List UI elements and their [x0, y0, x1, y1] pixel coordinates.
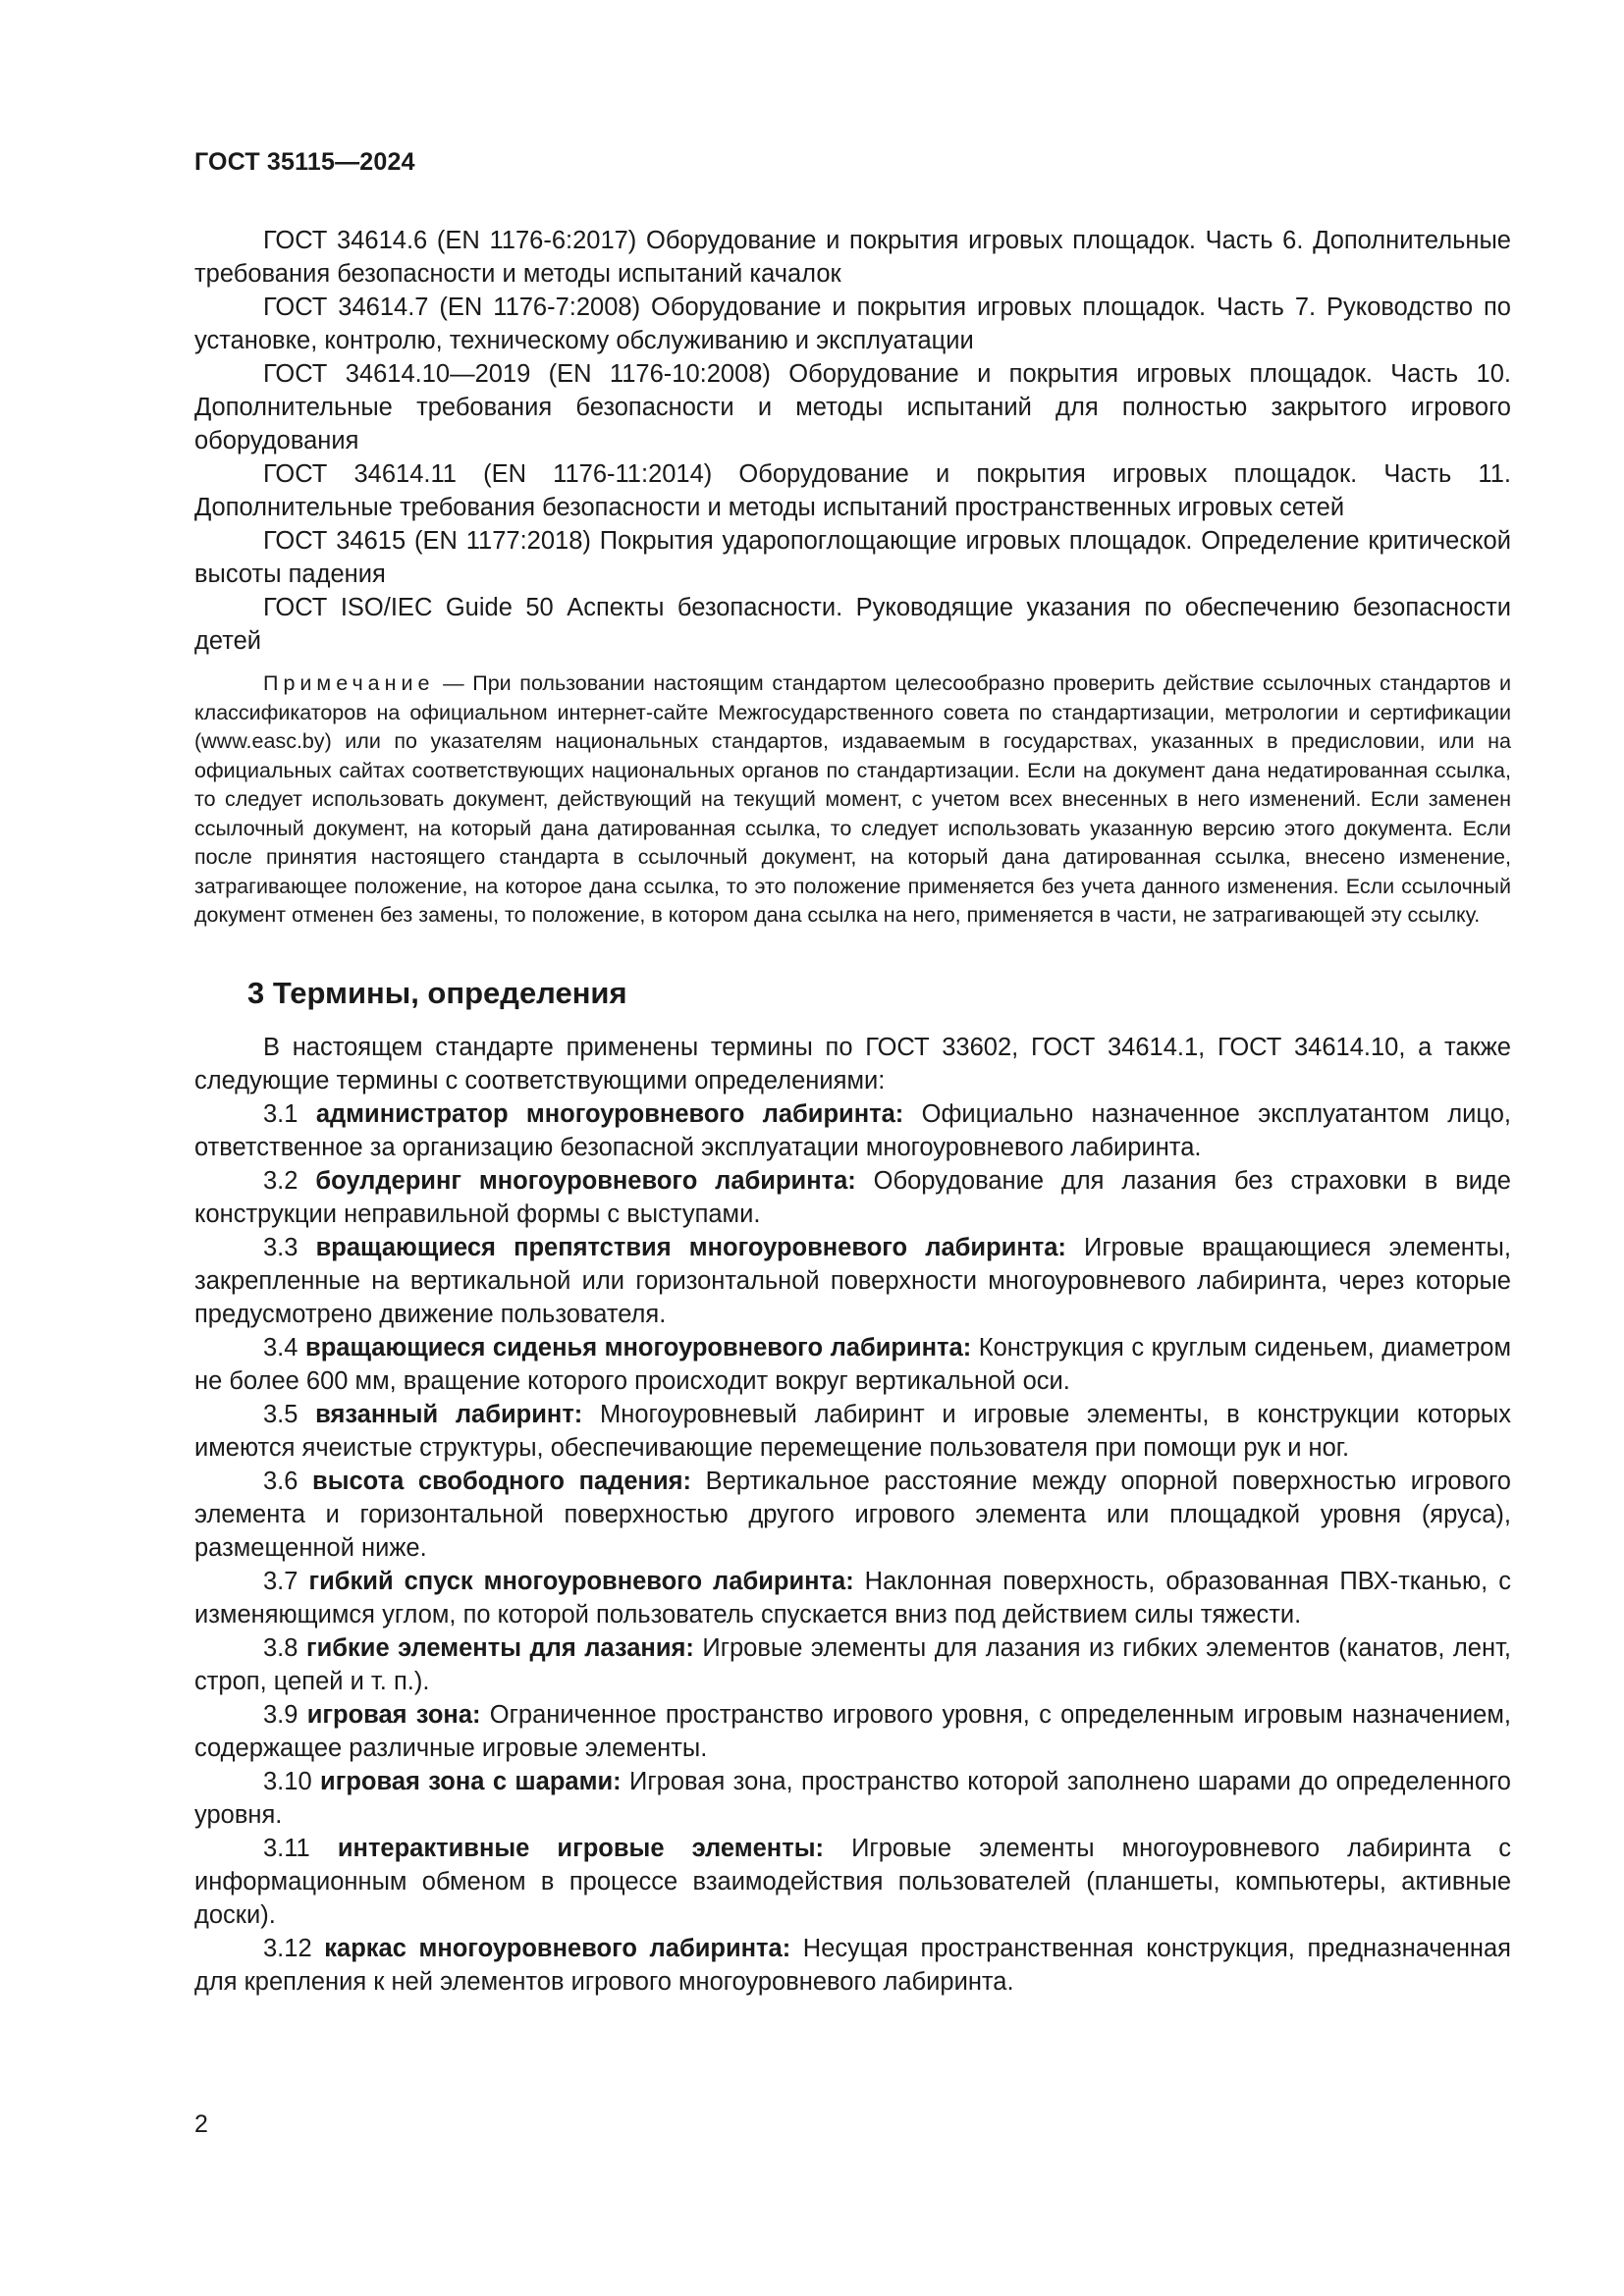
term-number: 3.11 [263, 1834, 310, 1862]
note-paragraph [194, 669, 1511, 931]
term-definition [194, 1231, 1511, 1331]
term-text: Наклонная поверхность, образованная ПВХ-тканью, с изменяющимся углом, по которой пользователь спускается вниз под действием силы тяжести. [194, 1567, 1511, 1629]
term-number: 3.5 [263, 1400, 298, 1428]
section-title: 3 Термины, определения [247, 975, 627, 1010]
term-name: боулдеринг многоуровневого лабиринта: [315, 1166, 856, 1195]
term-definition [194, 1631, 1511, 1698]
term-text: Игровые элементы для лазания из гибких элементов (канатов, лент, строп, цепей и т. п.). [194, 1633, 1512, 1695]
term-definition [194, 1331, 1511, 1398]
term-definition [194, 1465, 1511, 1565]
term-text: Официально назначенное эксплуатантом лицо, ответственное за организацию безопасной эксплуатации многоуровневого лабиринта. [194, 1099, 1511, 1161]
term-number: 3.3 [263, 1233, 298, 1261]
term-name: вязанный лабиринт: [315, 1400, 583, 1428]
term-name: интерактивные игровые элементы: [337, 1834, 824, 1862]
note-label: Примечание [263, 671, 435, 695]
reference-item: ГОСТ 34614.10—2019 (EN 1176-10:2008) Оборудование и покрытия игровых площадок. Часть 10. Дополнительные требования безопасности и методы испытаний для полностью закрытого игрового оборудования [194, 360, 1511, 454]
term-number: 3.7 [263, 1567, 298, 1595]
term-definition [194, 1565, 1511, 1631]
term-name: гибкий спуск многоуровневого лабиринта: [308, 1567, 854, 1595]
reference-item: ГОСТ 34615 (EN 1177:2018) Покрытия ударопоглощающие игровых площадок. Определение критической высоты падения [194, 527, 1511, 588]
term-definition [194, 1832, 1511, 1932]
term-definition [194, 1164, 1511, 1231]
term-name: каркас многоуровневого лабиринта: [324, 1934, 791, 1962]
section-intro: В настоящем стандарте применены термины по ГОСТ 33602, ГОСТ 34614.1, ГОСТ 34614.10, а также следующие термины с соответствующими определениями: [194, 1033, 1511, 1095]
term-number: 3.9 [263, 1700, 298, 1729]
term-name: гибкие элементы для лазания: [305, 1633, 694, 1662]
term-definition [194, 1398, 1511, 1465]
term-number: 3.2 [263, 1166, 298, 1195]
note-text: — При пользовании настоящим стандартом целесообразно проверить действие ссылочных стандартов и классификаторов на официальном интернет-сайте Межгосударственного совета по стандартизации, метрологии и сертификации (www.easc.by) или по указателям национальных стандартов, издаваемым в государствах, указанных в предисловии, или на официальных сайтах соответствующих национальных органов по стандартизации. Если на документ дана недатированная ссылка, то следует использовать документ, действующий на текущий момент, с учетом всех внесенных в него изменений. Если заменен ссылочный документ, на который дана датированная ссылка, то следует использовать указанную версию этого документа. Если после принятия настоящего стандарта в ссылочный документ, на который дана датированная ссылка, внесено изменение, затрагивающее положение, на которое дана ссылка, то это положение применяется без учета данного изменения. Если ссылочный документ отменен без замены, то положение, в котором дана ссылка на него, применяется в части, не затрагивающей эту ссылку. [194, 671, 1511, 927]
reference-item: ГОСТ 34614.7 (EN 1176-7:2008) Оборудование и покрытия игровых площадок. Часть 7. Руководство по установке, контролю, техническому обслуживанию и эксплуатации [194, 294, 1511, 354]
term-number: 3.6 [263, 1467, 298, 1495]
term-text: Игровая зона, пространство которой заполнено шарами до определенного уровня. [194, 1767, 1511, 1829]
reference-item: ГОСТ 34614.11 (EN 1176-11:2014) Оборудование и покрытия игровых площадок. Часть 11. Дополнительные требования безопасности и методы испытаний пространственных игровых сетей [194, 460, 1511, 521]
term-definition [194, 1698, 1511, 1765]
term-definition [194, 1097, 1511, 1164]
term-name: вращающиеся сиденья многоуровневого лабиринта: [305, 1333, 972, 1362]
term-number: 3.1 [263, 1099, 298, 1128]
page-number: 2 [194, 2110, 208, 2138]
term-number: 3.10 [263, 1767, 312, 1795]
term-text: Игровые элементы многоуровневого лабиринта с информационным обменом в процессе взаимодействия пользователей (планшеты, компьютеры, активные доски). [194, 1834, 1511, 1929]
reference-item: ГОСТ ISO/IEC Guide 50 Аспекты безопасности. Руководящие указания по обеспечению безопасности детей [194, 594, 1511, 655]
term-name: администратор многоуровневого лабиринта: [315, 1099, 904, 1128]
term-number: 3.8 [263, 1633, 298, 1662]
reference-item: ГОСТ 34614.6 (EN 1176-6:2017) Оборудование и покрытия игровых площадок. Часть 6. Дополнительные требования безопасности и методы испытаний качалок [194, 227, 1511, 288]
term-name: игровая зона: [306, 1700, 481, 1729]
term-name: игровая зона с шарами: [320, 1767, 622, 1795]
term-definition [194, 1765, 1511, 1832]
term-number: 3.12 [263, 1934, 312, 1962]
term-text: Конструкция с круглым сиденьем, диаметром не более 600 мм, вращение которого происходит вокруг вертикальной оси. [194, 1333, 1511, 1395]
document-id-header: ГОСТ 35115—2024 [194, 148, 415, 176]
term-text: Оборудование для лазания без страховки в виде конструкции неправильной формы с выступами. [194, 1166, 1511, 1228]
term-text: Ограниченное пространство игрового уровня, с определенным игровым назначением, содержащее различные игровые элементы. [194, 1700, 1511, 1762]
term-text: Несущая пространственная конструкция, предназначенная для крепления к ней элементов игрового многоуровневого лабиринта. [194, 1934, 1511, 1996]
term-text: Вертикальное расстояние между опорной поверхностью игрового элемента и горизонтальной поверхностью другого игрового элемента или площадкой уровня (яруса), размещенной ниже. [194, 1467, 1511, 1562]
page-content [194, 224, 1511, 1999]
term-text: Игровые вращающиеся элементы, закрепленные на вертикальной или горизонтальной поверхности многоуровневого лабиринта, через которые предусмотрено движение пользователя. [194, 1233, 1511, 1328]
term-definition [194, 1932, 1511, 1999]
term-name: высота свободного падения: [312, 1467, 691, 1495]
term-text: Многоуровневый лабиринт и игровые элементы, в конструкции которых имеются ячеистые структуры, обеспечивающие перемещение пользователя при помощи рук и ног. [194, 1400, 1511, 1462]
term-name: вращающиеся препятствия многоуровневого лабиринта: [315, 1233, 1066, 1261]
term-number: 3.4 [263, 1333, 298, 1362]
